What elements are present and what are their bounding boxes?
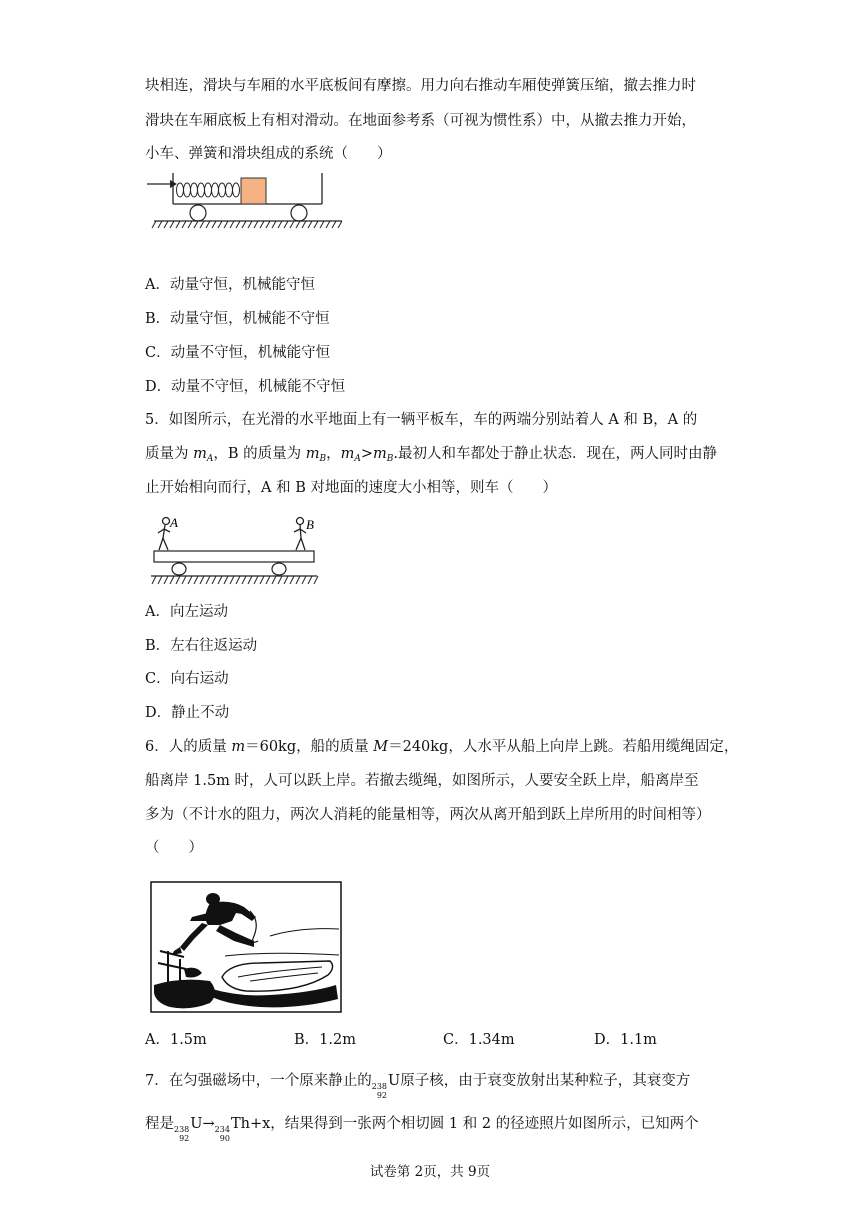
q4-option-b: B．动量守恒，机械能不守恒 bbox=[145, 311, 330, 327]
q5-option-a: A．向左运动 bbox=[145, 604, 228, 620]
q6-option-b: B．1.2m bbox=[294, 1032, 356, 1048]
uranium-nuclide-notation: 238 92 bbox=[371, 1082, 388, 1100]
q7-text-line-2: 程是 238 92 U→ 234 90 Th+x，结果得到一张两个相切圆 1 和 2 的径迹照片如图所示，已知两个 bbox=[145, 1116, 699, 1143]
q4-text-line-3: 小车、弹簧和滑块组成的系统（ ） bbox=[145, 146, 392, 162]
q4-text-line-2: 滑块在车厢底板上有相对滑动。在地面参考系（可视为惯性系）中，从撤去推力开始， bbox=[145, 113, 696, 129]
q4-option-a: A．动量守恒，机械能守恒 bbox=[145, 277, 315, 293]
q5-figure-flatcar-two-people bbox=[148, 512, 320, 592]
q5-option-c: C．向右运动 bbox=[145, 671, 229, 687]
q5-text-line-3: 止开始相向而行，A 和 B 对地面的速度大小相等，则车（ ） bbox=[145, 480, 557, 496]
q5-text-line-1: 5．如图所示，在光滑的水平地面上有一辆平板车，车的两端分别站着人 A 和 B，A 的 bbox=[145, 412, 698, 428]
person-b bbox=[294, 518, 306, 551]
q4-sliding-block bbox=[241, 178, 266, 204]
q6-option-d: D．1.1m bbox=[594, 1032, 657, 1048]
q5-text-line-2: 质量为 $m_A$，B 的质量为 $m_B$，$m_A>m_B$.最初人和车都处于静止状态．现在，两人同时由静 bbox=[145, 446, 717, 464]
q5-option-b: B．左右往返运动 bbox=[145, 638, 258, 654]
q7-text-line-1: 7．在匀强磁场中，一个原来静止的 238 92 U原子核，由于衰变放射出某种粒子，其衰变方 bbox=[145, 1073, 691, 1100]
q4-text-line-1: 块相连，滑块与车厢的水平底板间有摩擦。用力向右推动车厢使弹簧压缩，撤去推力时 bbox=[145, 78, 696, 94]
q6-option-a: A．1.5m bbox=[145, 1032, 207, 1048]
q4-figure-cart-spring-block bbox=[146, 170, 346, 232]
q4-option-d: D．动量不守恒，机械能不守恒 bbox=[145, 379, 346, 395]
page-footer: 试卷第 2页，共 9页 bbox=[369, 1164, 491, 1180]
q6-text-line-3: 多为（不计水的阻力，两次人消耗的能量相等，两次从离开船到跃上岸所用的时间相等） bbox=[145, 807, 711, 823]
q6-figure-man-jumping-from-boat bbox=[150, 881, 342, 1013]
label-b: B bbox=[306, 517, 314, 532]
q6-text-line-4: （ ） bbox=[145, 840, 203, 856]
q5-option-d: D．静止不动 bbox=[145, 705, 230, 721]
q6-text-line-2: 船离岸 1.5m 时，人可以跃上岸。若撤去缆绳，如图所示，人要安全跃上岸，船离岸至 bbox=[145, 773, 699, 789]
thorium-nuclide-notation: 234 90 bbox=[214, 1125, 230, 1143]
person-a bbox=[158, 518, 170, 551]
q4-option-c: C．动量不守恒，机械能守恒 bbox=[145, 345, 331, 361]
q6-option-c: C．1.34m bbox=[443, 1032, 515, 1048]
q6-text-line-1: 6．人的质量 m＝60kg，船的质量 M＝240kg，人水平从船上向岸上跳。若船用缆绳固定， bbox=[145, 739, 739, 755]
label-a: A bbox=[170, 515, 178, 530]
